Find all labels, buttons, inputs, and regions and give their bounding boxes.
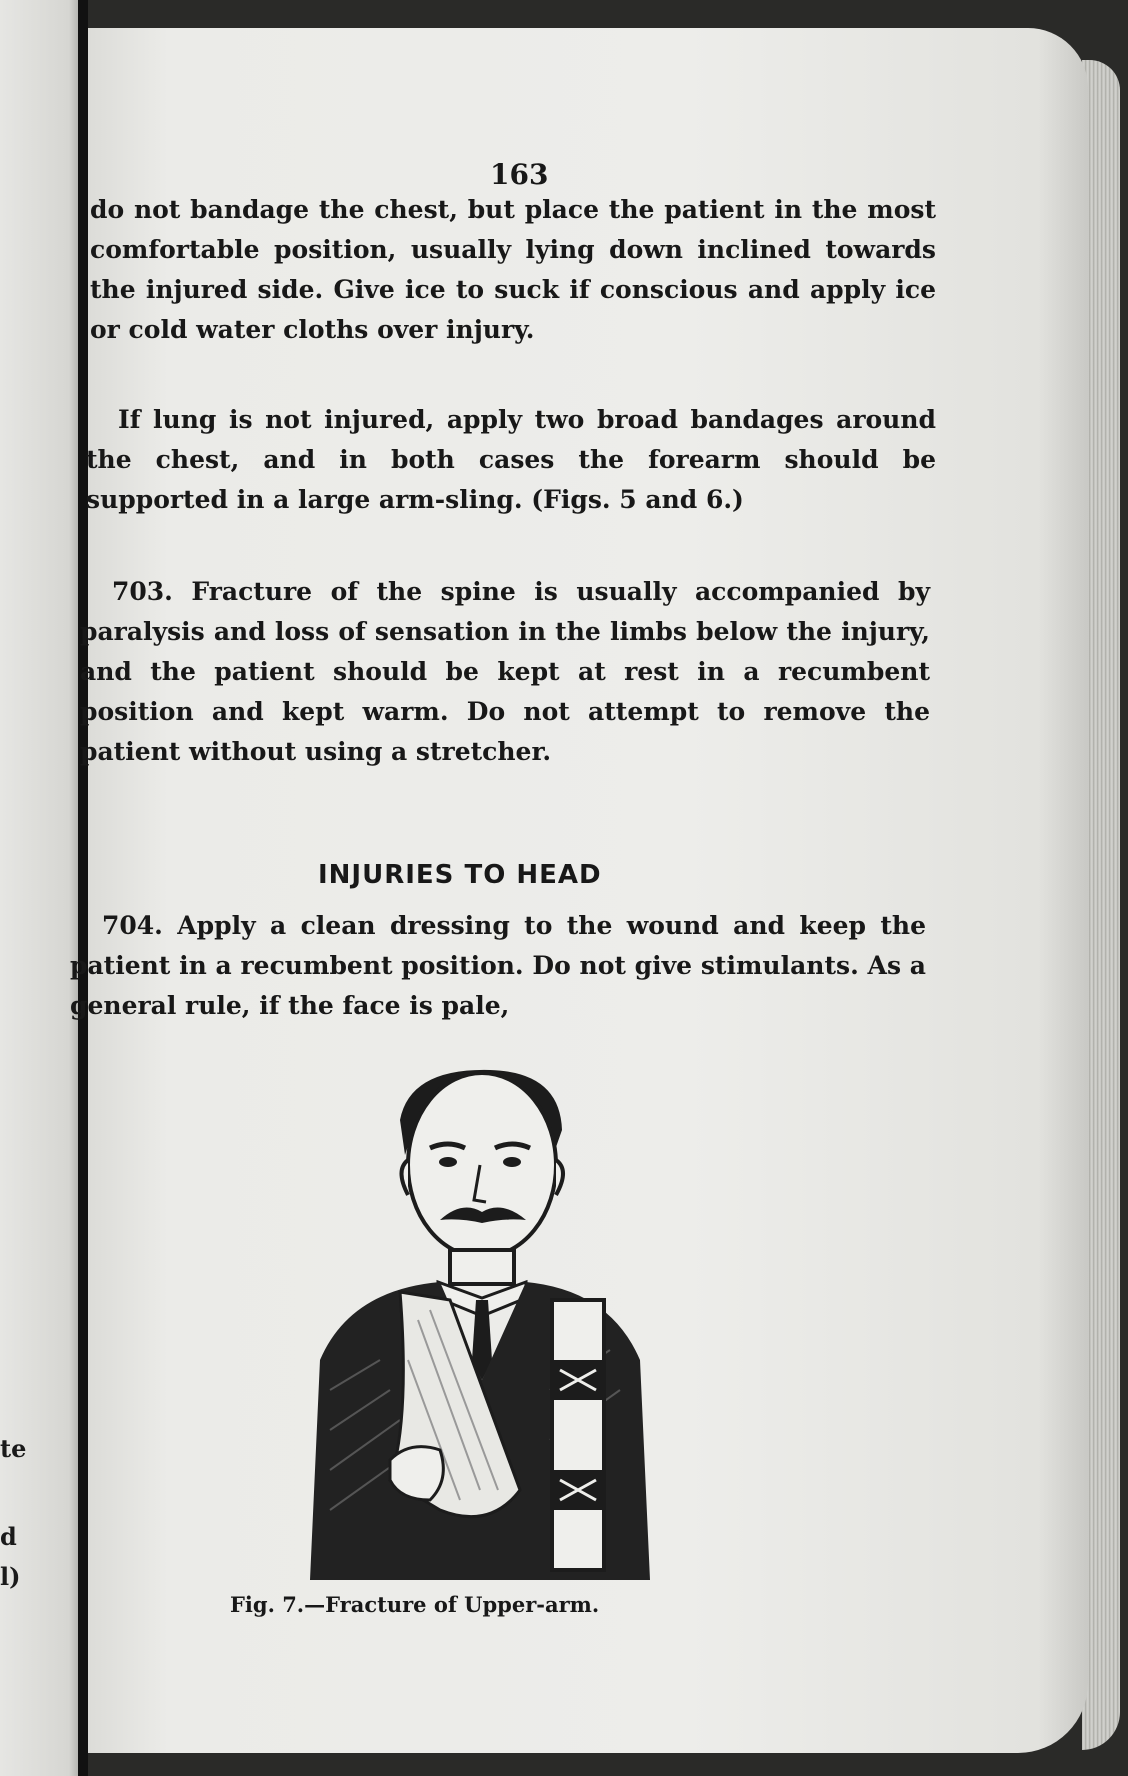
figure-illustration [290,1060,670,1580]
facing-page-fragment: d [0,1522,17,1551]
page-number: 163 [490,158,549,191]
paragraph-3: 703. Fracture of the spine is usually accompanied by paralysis and loss of sensation in the limbs below the injury, and the patient should be kept at rest in a recumbent position and kept warm. Do not attempt to remove the patient without using a stretcher. [80,577,930,766]
paragraph-1: do not bandage the chest, but place the patient in the most comfortable position, usually lying down inclined towards the injured side. Give ice to suck if conscious and apply ice or cold water cloths over injury. [90,195,936,344]
paragraph-4: 704. Apply a clean dressing to the wound and keep the patient in a recumbent position. Do not give stimulants. As a general rule, if the face is pale, [70,911,926,1020]
section-heading: INJURIES TO HEAD [318,860,602,890]
figure-caption: Fig. 7.—Fracture of Upper-arm. [230,1592,600,1617]
facing-page-fragment: l) [0,1562,21,1591]
facing-page-fragment: te [0,1434,27,1463]
facing-page [0,0,86,1776]
book-spine [78,0,88,1776]
paragraph-2: If lung is not injured, apply two broad bandages around the chest, and in both cases the forearm should be supported in a large arm-sling. (Figs. 5 and 6.) [86,405,936,514]
